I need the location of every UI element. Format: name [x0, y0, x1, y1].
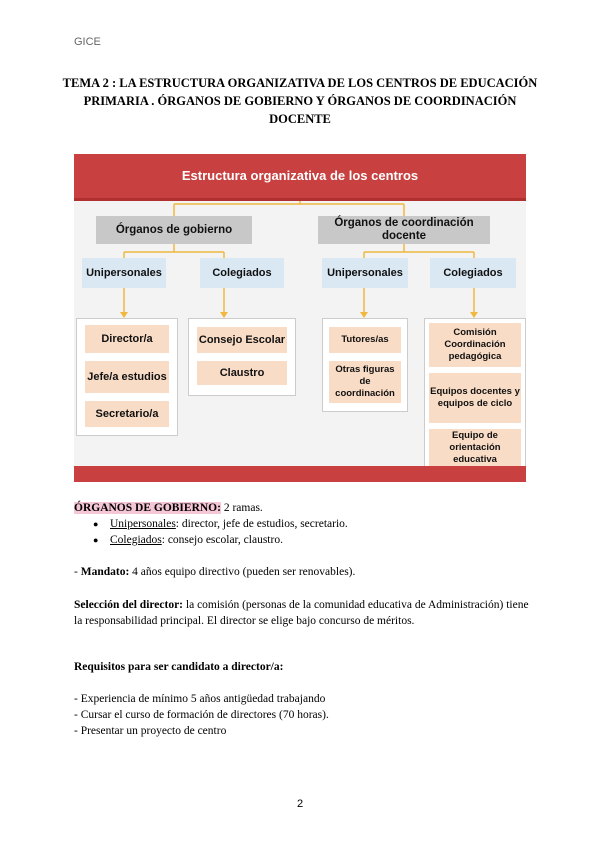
seleccion-text: la comisión (personas de la comunidad educativa de Administración) tiene la responsabilidad principal. El director se elige bajo concurso de méritos.	[74, 599, 529, 627]
gobierno-heading: ÓRGANOS DE GOBIERNO:	[74, 502, 221, 514]
cat-gov-colegiados: Colegiados	[200, 258, 284, 288]
item-comision-coordinacion: Comisión Coordinación pedagógica	[429, 323, 521, 367]
page-header: GICE	[74, 36, 101, 48]
bullet-term: Unipersonales	[110, 518, 176, 530]
group-gobierno: Órganos de gobierno	[96, 216, 252, 244]
bullet-text: : director, jefe de estudios, secretario.	[175, 518, 348, 530]
requisitos-heading-text: Requisitos para ser candidato a director/a:	[74, 661, 284, 673]
mandato-paragraph	[74, 564, 534, 580]
mandato-prefix: -	[74, 566, 81, 578]
panel-coord-unipersonales	[322, 318, 408, 412]
mandato-text: 4 años equipo directivo (pueden ser renovables).	[129, 566, 356, 578]
list-item: - Experiencia de mínimo 5 años antigüedad trabajando	[74, 693, 326, 705]
gobierno-list	[74, 516, 534, 548]
item-consejo-escolar: Consejo Escolar	[197, 327, 287, 353]
group-coordinacion: Órganos de coordinación docente	[318, 216, 490, 244]
item-claustro: Claustro	[197, 361, 287, 385]
seleccion-label: Selección del director:	[74, 599, 184, 611]
item-director: Director/a	[85, 325, 169, 353]
gobierno-section	[74, 500, 534, 548]
cat-coord-unipersonales: Unipersonales	[322, 258, 408, 288]
list-item	[110, 516, 534, 532]
list-item: - Cursar el curso de formación de directores (70 horas).	[74, 709, 329, 721]
cat-coord-colegiados: Colegiados	[430, 258, 516, 288]
bullet-text: : consejo escolar, claustro.	[161, 534, 283, 546]
requisitos-list	[74, 691, 534, 739]
gobierno-heading-rest: 2 ramas.	[220, 502, 263, 514]
item-otras-figuras: Otras figuras de coordinación	[329, 361, 401, 403]
item-secretario: Secretario/a	[85, 401, 169, 427]
gobierno-heading-line	[74, 500, 534, 516]
panel-gov-colegiados	[188, 318, 296, 396]
page-number: 2	[296, 798, 304, 810]
cat-gov-unipersonales: Unipersonales	[82, 258, 166, 288]
page-title: TEMA 2 : LA ESTRUCTURA ORGANIZATIVA DE LOS CENTROS DE EDUCACIÓN PRIMARIA . ÓRGANOS DE GOBIERNO Y ÓRGANOS DE COORDINACIÓN DOCENTE	[62, 76, 538, 126]
diagram-bottom-bar	[74, 466, 526, 482]
bullet-term: Colegiados	[110, 534, 162, 546]
item-equipo-orientacion: Equipo de orientación educativa	[429, 429, 521, 467]
list-item: - Presentar un proyecto de centro	[74, 725, 227, 737]
panel-coord-colegiados	[424, 318, 526, 467]
diagram-banner: Estructura organizativa de los centros	[74, 154, 526, 201]
item-tutores: Tutores/as	[329, 327, 401, 353]
org-structure-diagram	[74, 154, 526, 482]
list-item	[110, 532, 534, 548]
item-jefe-estudios: Jefe/a estudios	[85, 361, 169, 393]
seleccion-paragraph	[74, 597, 534, 629]
item-equipos-docentes: Equipos docentes y equipos de ciclo	[429, 373, 521, 423]
panel-gov-unipersonales	[76, 318, 178, 436]
requisitos-heading	[74, 659, 534, 675]
mandato-label: Mandato:	[80, 566, 130, 578]
